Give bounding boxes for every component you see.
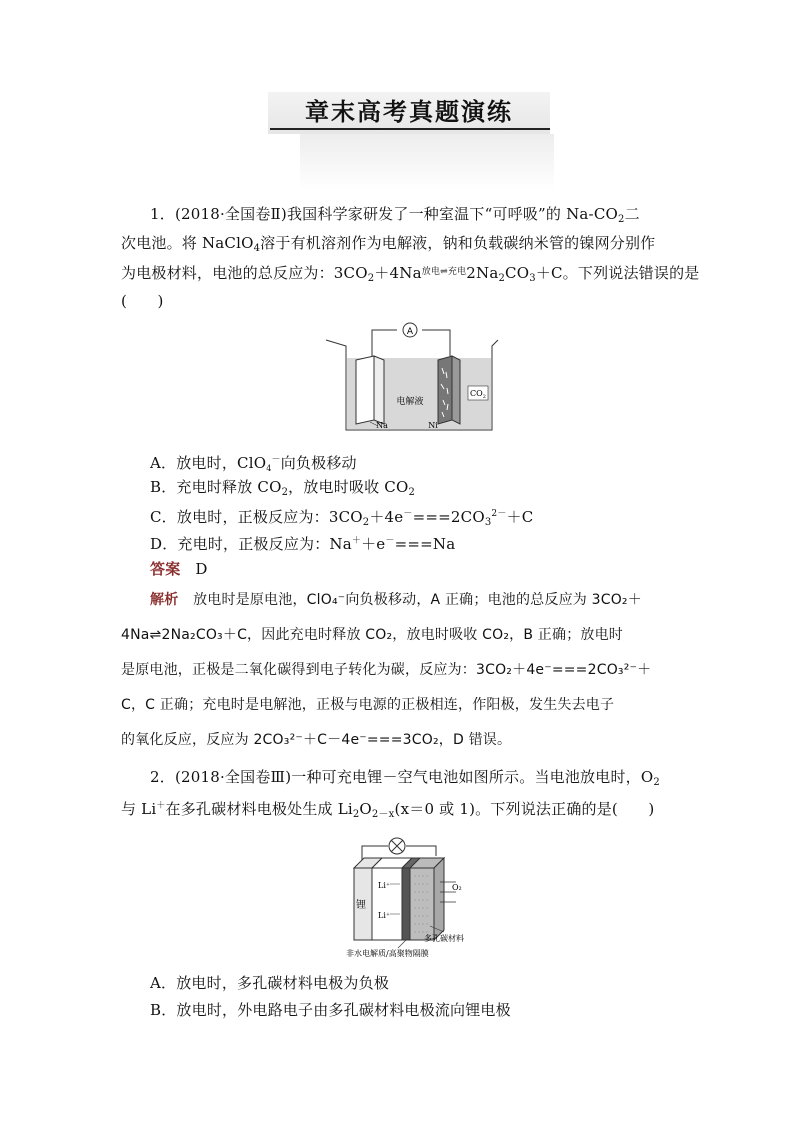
q1-battery-figure	[322, 312, 502, 434]
q1-option-d-end: ＋e	[361, 535, 386, 553]
q1-option-b-text: B．充电时释放 CO	[150, 478, 282, 496]
q2-line1-text: 2．(2018·全国卷Ⅲ)一种可充电锂－空气电池如图所示。当电池放电时，O	[150, 768, 654, 786]
q2-line2-end: (x＝0 或 1)。下列说法正确的是( )	[394, 800, 655, 818]
li-ion-bottom-label: Li⁺	[378, 911, 391, 920]
q1-option-d	[150, 531, 455, 554]
q1-option-b	[150, 477, 415, 503]
q1-line3-mid3: CO	[505, 264, 530, 282]
q2-line2	[121, 796, 654, 825]
answer-label: 答案	[150, 560, 181, 578]
analysis-line-1	[150, 590, 642, 610]
na-electrode-side	[374, 356, 384, 424]
q2-line2-sub2: 2－x	[371, 809, 395, 820]
q1-option-a-sub: 4	[266, 464, 272, 473]
o2-label: O₂	[452, 883, 462, 892]
q1-line3-mid: ＋4Na	[374, 264, 422, 282]
q2-line2-mid2: O	[359, 800, 372, 818]
page-title: 章末高考真题演练	[305, 97, 513, 126]
q1-line3-end: ＋C。下列说法错误的是	[535, 264, 700, 282]
lithium-label: 锂	[356, 900, 366, 911]
q2-line2-sup: ＋	[156, 801, 166, 811]
q1-option-c-end2: ===2CO	[412, 508, 485, 526]
li-ion-top-label: Li⁺	[378, 881, 391, 890]
q1-option-c-sup3: 2－	[491, 509, 507, 519]
ammeter-label: A	[406, 327, 414, 337]
q1-option-d-sup: ＋	[351, 536, 362, 546]
co2-label-sub: 2	[482, 394, 486, 400]
title-shadow	[300, 134, 554, 190]
q1-line1	[150, 204, 640, 230]
analysis-label: 解析	[150, 592, 179, 608]
q1-option-c-sub3: 3	[484, 517, 492, 528]
q1-line3-sub: 2	[367, 273, 375, 284]
porous-carbon-electrode	[410, 868, 434, 940]
q1-line1-text: 1．(2018·全国卷Ⅱ)我国科学家研发了一种室温下“可呼吸”的 Na-CO	[150, 205, 619, 223]
reaction-arrow: 放电⇌充电	[421, 267, 467, 277]
q1-option-c-text: C．放电时，正极反应为：3CO	[150, 508, 363, 526]
q1-answer	[150, 559, 208, 579]
q1-option-b-end: ，放电时吸收 CO	[288, 478, 409, 496]
title-underline	[270, 128, 550, 130]
q1-line3-text: 为电极材料，电池的总反应为：3CO	[121, 264, 368, 282]
q1-option-a-end: 向负极移动	[280, 454, 357, 472]
q1-option-c-sup2: －	[403, 509, 413, 519]
analysis-line-4: C，C 正确；充电时是电解池，正极与电源的正极相连，作阳极，发生失去电子	[121, 697, 615, 713]
q1-line2	[121, 233, 655, 259]
q1-option-d-end2: ===Na	[394, 535, 456, 553]
q1-option-c-sub: 2	[362, 517, 370, 528]
co2-label-text: CO	[470, 389, 483, 398]
q1-line3-mid2: 2Na	[466, 264, 499, 282]
q1-option-a-sup: －	[271, 455, 281, 465]
q1-option-b-sub2: 2	[408, 487, 416, 498]
q1-option-b-sub: 2	[281, 487, 289, 498]
q1-line1-sub: 2	[618, 214, 625, 225]
q1-option-d-sup2: －	[385, 536, 395, 546]
q2-line2-mid: 在多孔碳材料电极处生成 Li	[165, 800, 353, 818]
q2-line2-sub: 2	[352, 809, 360, 820]
analysis-line-5: 的氧化反应，反应为 2CO₃²⁻＋C－4e⁻===3CO₂，D 错误。	[121, 732, 512, 748]
q1-line3-sub2: 2	[498, 273, 506, 284]
q1-line2-end: 溶于有机溶剂作为电解液，钠和负载碳纳米管的镍网分别作	[260, 234, 656, 252]
q2-line1	[150, 767, 660, 793]
q1-line3-sub3: 3	[529, 273, 536, 284]
na-label: Na	[376, 421, 388, 430]
q1-option-a-text: A．放电时，ClO	[150, 454, 267, 472]
q2-option-b: B．放电时，外电路电子由多孔碳材料电极流向锂电极	[150, 1001, 511, 1019]
answer-value: D	[195, 560, 208, 578]
electrolyte-label: 电解液	[396, 397, 424, 407]
q1-line1-end: 二	[624, 205, 640, 223]
q1-line3	[121, 262, 699, 289]
q2-line1-sub: 2	[653, 777, 660, 788]
q1-option-a	[150, 450, 357, 479]
q1-option-d-text: D．充电时，正极反应为：Na	[150, 535, 352, 553]
analysis-text-1: 放电时是原电池，ClO₄⁻向负极移动，A 正确；电池的总反应为 3CO₂＋	[193, 592, 642, 608]
analysis-line-3: 是原电池，正极是二氧化碳得到电子转化为碳，反应为：3CO₂＋4e⁻===2CO₃²⁻＋	[121, 662, 652, 678]
na-electrode	[356, 356, 374, 424]
q1-paren: ( )	[121, 292, 164, 310]
ni-electrode-side	[452, 356, 460, 424]
ni-label: Ni	[428, 421, 438, 430]
electrolyte-region	[372, 868, 402, 940]
q1-option-c-end3: ＋C	[506, 508, 534, 526]
membrane	[402, 868, 410, 940]
carbon-side	[434, 858, 444, 940]
q1-option-c	[150, 504, 533, 533]
q2-line2-text: 与 Li	[121, 800, 157, 818]
q2-battery-figure	[340, 828, 490, 960]
q1-line2-text: 次电池。将 NaClO	[121, 234, 254, 252]
membrane-label: 非水电解质/高聚物隔膜	[346, 949, 429, 958]
q2-option-a: A．放电时，多孔碳材料电极为负极	[150, 974, 390, 992]
q1-line2-sub: 4	[253, 243, 261, 254]
membrane-pointer	[398, 940, 406, 948]
ni-electrode	[438, 356, 452, 424]
analysis-line-2: 4Na⇌2Na₂CO₃＋C，因此充电时释放 CO₂，放电时吸收 CO₂，B 正确；放电时	[121, 627, 624, 643]
q1-option-c-end: ＋4e	[369, 508, 404, 526]
porous-label: 多孔碳材料	[424, 934, 464, 943]
